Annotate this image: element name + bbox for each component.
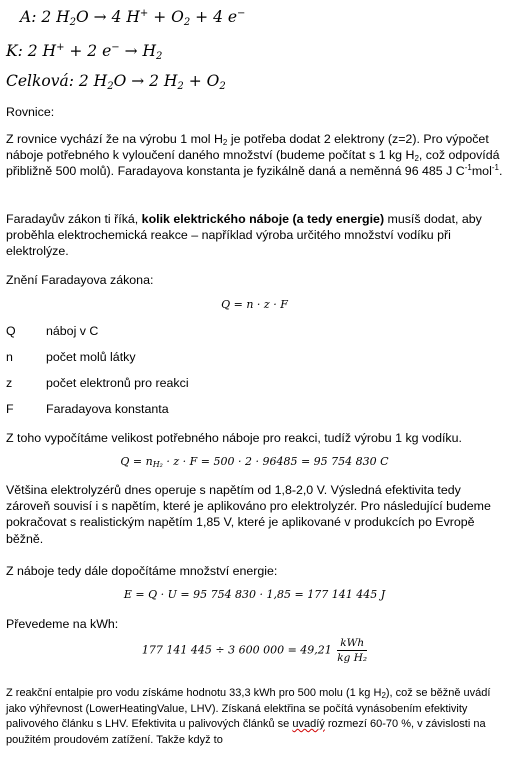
formula-q2: $Q = n_{H_2} \cdot z \cdot F = 500 \cdot 2 \cdot 96485 = 95$ 754 830 C	[120, 455, 389, 469]
paragraph-1: Z rovnice vychází že na výrobu 1 mol $H_2$ je potřeba dodat 2 elektrony (z=2). Pro výpočet náboje potřebného k vyloučení daného množství (budeme počítat s 1 kg $H_2$, což odpovídá přibližně 500 molů). Faradayova konstanta je fyzikálně daná a neměnná 96 485 J $C^{-1}mol^{-1}$.	[6, 132, 503, 179]
legend-row: z počet elektronů pro reakci	[6, 376, 189, 390]
paragraph-3: Z toho vypočítáme velikost potřebného náboje pro reakci, tudíž výrobu 1 kg vodíku.	[6, 431, 462, 445]
label-rovnice: Rovnice:	[6, 105, 55, 119]
fraction-kwh-per-kg: $\frac{\text{kWh}}{\text{kg H₂}}$	[337, 637, 368, 664]
formula-kwh: 177 141 445 ÷ 3 600 000 = 49,21 $\frac{\text{kWh}}{\text{kg H₂}}$	[141, 637, 368, 664]
formula-e: E = Q · U = 95 754 830 · 1,85 = 177 141 445 J	[123, 588, 386, 601]
paragraph-7: Z reakční entalpie pro vodu získáme hodnotu 33,3 kWh pro 500 molu (1 kg $H_2$), což se běžně uvádí jako výhřevnost (LowerHeatingValue, LHV). Získaná elektřina se počítá vynásobením efektivity palivového článku s LHV. Efektivita u palivových článků se uvadíý rozmezí 60-70 %, v závislosti na použitém proudovém zatížení. Takže když to	[6, 687, 491, 746]
paragraph-5: Z náboje tedy dále dopočítáme množství energie:	[6, 564, 278, 578]
paragraph-6: Převedeme na kWh:	[6, 617, 119, 631]
label-zneni: Znění Faradayova zákona:	[6, 273, 154, 287]
paragraph-4: Většina elektrolyzérů dnes operuje s napětím od 1,8-2,0 V. Výsledná efektivita tedy zároveň souvisí i s napětím, které je aplikováno pro elektrolyzér. Pro následující budeme pokračovat s realistickým napětím 1,85 V, které je aplikované v produkcích po Evropě běžně.	[6, 483, 491, 546]
legend-row: Q náboj v C	[6, 324, 99, 338]
formula-q: Q = n · z · F	[221, 298, 288, 311]
spellcheck-flagged-word: uvadíý	[292, 718, 325, 730]
cathode-equation: K: 2 H+ + 2 e− → H2	[6, 42, 163, 62]
legend-row: n počet molů látky	[6, 350, 136, 364]
total-equation: Celková: 2 H2O → 2 H2 + O2	[6, 72, 226, 92]
legend-row: F Faradayova konstanta	[6, 402, 169, 416]
anode-equation: A: 2 H2O → 4 H+ + O2 + 4 e−	[20, 8, 246, 28]
paragraph-2: Faradayův zákon ti říká, kolik elektrického náboje (a tedy energie) musíš dodat, aby proběhla elektrochemická reakce – například výroba určitého množství vodíku při elektrolýze.	[6, 212, 482, 259]
